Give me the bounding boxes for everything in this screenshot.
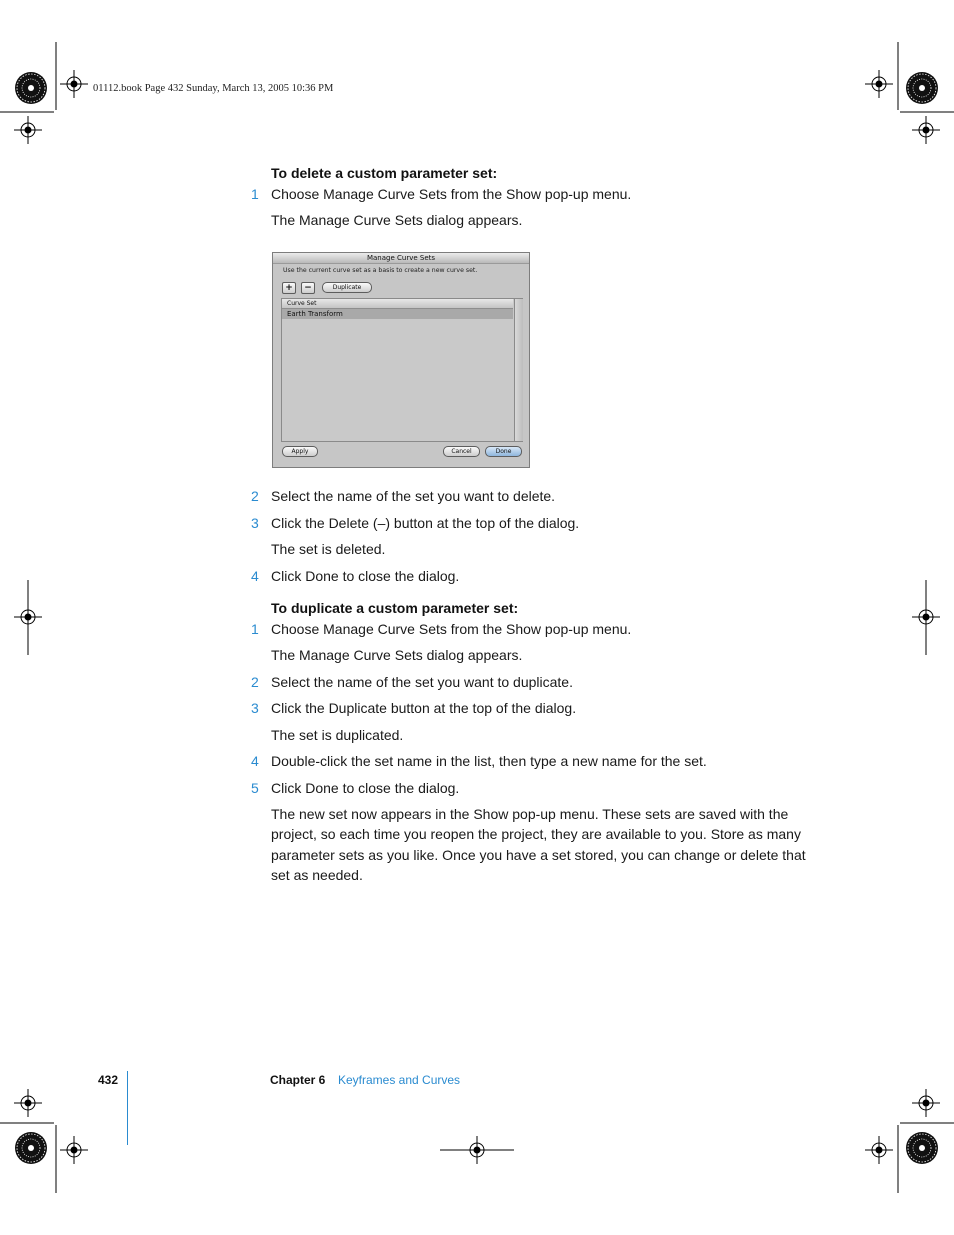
column-header-label: Curve Set bbox=[287, 300, 317, 307]
section2-step5-number: 5 bbox=[251, 780, 259, 796]
list-item-label: Earth Transform bbox=[287, 310, 343, 318]
section1-step1-number: 1 bbox=[251, 186, 259, 202]
section2-heading: To duplicate a custom parameter set: bbox=[271, 600, 519, 616]
remove-button[interactable]: − bbox=[301, 282, 315, 294]
section1-step1-result: The Manage Curve Sets dialog appears. bbox=[271, 212, 523, 228]
cancel-button[interactable]: Cancel bbox=[443, 446, 480, 457]
section1-step4-number: 4 bbox=[251, 568, 259, 584]
section2-step1-text: Choose Manage Curve Sets from the Show pop-up menu. bbox=[271, 621, 632, 637]
done-button[interactable]: Done bbox=[485, 446, 522, 457]
section2-step5-text: Click Done to close the dialog. bbox=[271, 780, 460, 796]
footer-chapter-title: Keyframes and Curves bbox=[338, 1073, 461, 1087]
section2-step3-number: 3 bbox=[251, 700, 259, 716]
duplicate-button[interactable]: Duplicate bbox=[322, 282, 372, 293]
section1-step4-text: Click Done to close the dialog. bbox=[271, 568, 460, 584]
add-button[interactable]: + bbox=[282, 282, 296, 294]
section2-step3-result: The set is duplicated. bbox=[271, 727, 404, 743]
list-scrollbar[interactable] bbox=[514, 299, 523, 441]
section2-step4-number: 4 bbox=[251, 753, 259, 769]
list-item[interactable] bbox=[282, 309, 513, 319]
manage-curve-sets-dialog bbox=[272, 252, 530, 468]
dialog-hint: Use the current curve set as a basis to create a new curve set. bbox=[283, 267, 478, 274]
curve-set-list[interactable] bbox=[281, 298, 523, 442]
section1-step2-text: Select the name of the set you want to delete. bbox=[271, 488, 556, 504]
section1-step3-text: Click the Delete (–) button at the top of the dialog. bbox=[271, 515, 580, 531]
apply-button[interactable]: Apply bbox=[282, 446, 318, 457]
print-slug: 01112.book Page 432 Sunday, March 13, 2005 10:36 PM bbox=[93, 83, 334, 94]
footer-divider bbox=[127, 1071, 128, 1145]
section1-heading: To delete a custom parameter set: bbox=[271, 165, 498, 181]
footer-chapter: Chapter 6 bbox=[270, 1073, 326, 1087]
closing-paragraph: The new set now appears in the Show pop-up menu. These sets are saved with the project, so each time you reopen the project, they are available to you. Store as many parameter sets as you like. Once you have a set stored, you can change or delete that set as needed. bbox=[271, 806, 806, 884]
section1-step3-result: The set is deleted. bbox=[271, 541, 386, 557]
dialog-title: Manage Curve Sets bbox=[366, 254, 436, 262]
section2-step1-result: The Manage Curve Sets dialog appears. bbox=[271, 647, 523, 663]
section2-step2-text: Select the name of the set you want to duplicate. bbox=[271, 674, 573, 690]
dialog-titlebar bbox=[273, 253, 529, 264]
section2-step3-text: Click the Duplicate button at the top of the dialog. bbox=[271, 700, 577, 716]
section2-step4-text: Double-click the set name in the list, then type a new name for the set. bbox=[271, 753, 707, 769]
page-number: 432 bbox=[98, 1073, 119, 1087]
curve-set-column-header[interactable] bbox=[282, 299, 513, 309]
section1-step2-number: 2 bbox=[251, 488, 259, 504]
section2-step2-number: 2 bbox=[251, 674, 259, 690]
section1-step3-number: 3 bbox=[251, 515, 259, 531]
section1-step1-text: Choose Manage Curve Sets from the Show pop-up menu. bbox=[271, 186, 632, 202]
section2-step1-number: 1 bbox=[251, 621, 259, 637]
